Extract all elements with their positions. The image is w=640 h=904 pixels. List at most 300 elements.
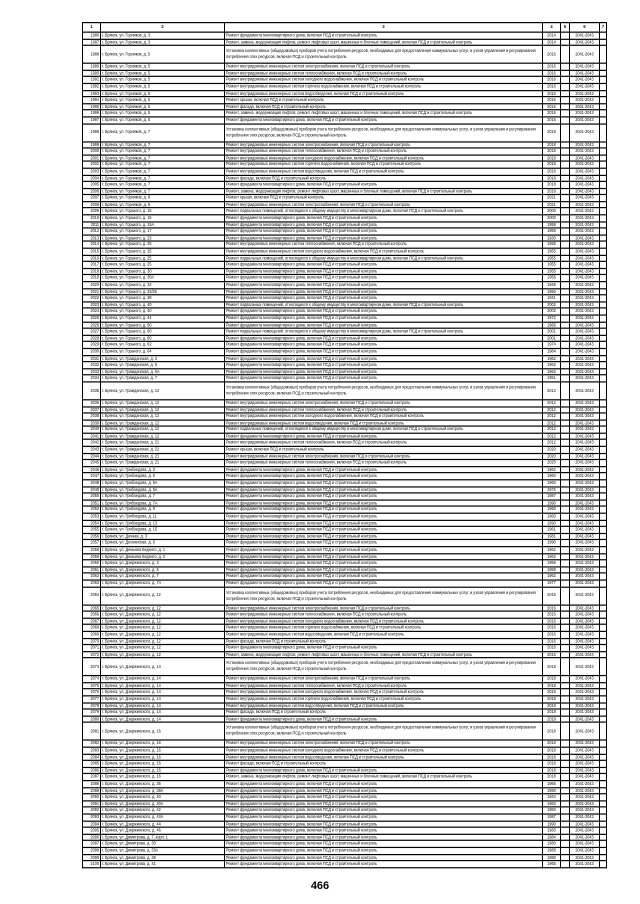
- year-cell: 2012: [543, 413, 561, 420]
- table-row: [83, 605, 607, 612]
- empty-cell: [561, 117, 570, 124]
- planned-period-cell: 2041-2043: [570, 90, 600, 97]
- table-row: [83, 103, 607, 110]
- table-row: [83, 611, 607, 618]
- table-row: [83, 841, 607, 848]
- work-type-cell: Ремонт фундамента многоквартирного дома, включая ПСД и строительный контроль: [225, 547, 543, 554]
- empty-cell: [561, 355, 570, 362]
- empty-cell: [600, 631, 607, 638]
- empty-cell: [561, 175, 570, 182]
- empty-cell: [600, 426, 607, 433]
- work-type-cell: Ремонт фундамента многоквартирного дома, включая ПСД и строительный контроль: [225, 814, 543, 821]
- planned-period-cell: 2041-2043: [570, 553, 600, 560]
- year-cell: 2018: [543, 161, 561, 168]
- work-type-cell: Ремонт фундамента многоквартирного дома, включая ПСД и строительный контроль: [225, 473, 543, 480]
- work-type-cell: Ремонт внутридомовых инженерных систем электроснабжения, включая ПСД и строительный контроль: [225, 63, 543, 70]
- address-cell: г. Брянск, ул. Дзержинского, д. 7А: [101, 580, 225, 587]
- planned-period-cell: 2041-2043: [570, 195, 600, 202]
- planned-period-cell: 2041-2043: [570, 723, 600, 741]
- table-row: [83, 560, 607, 567]
- year-cell: 2018: [543, 761, 561, 768]
- planned-period-cell: 2041-2043: [570, 235, 600, 242]
- year-cell: 2018: [543, 747, 561, 754]
- work-type-cell: Ремонт фундамента многоквартирного дома, включая ПСД и строительный контроль: [225, 480, 543, 487]
- empty-cell: [600, 480, 607, 487]
- empty-cell: [561, 288, 570, 295]
- empty-cell: [600, 342, 607, 349]
- empty-cell: [561, 188, 570, 195]
- address-cell: г. Брянск, ул. Деснинская, д. 9: [101, 540, 225, 547]
- planned-period-cell: 2041-2043: [570, 308, 600, 315]
- row-number-cell: 2086: [83, 767, 101, 774]
- year-cell: 2018: [543, 148, 561, 155]
- empty-cell: [561, 683, 570, 690]
- empty-cell: [561, 774, 570, 781]
- empty-cell: [600, 362, 607, 369]
- address-cell: г. Брянск, ул. Горняков, д. 7: [101, 175, 225, 182]
- address-cell: г. Брянск, ул. Горького, д. 50: [101, 322, 225, 329]
- empty-cell: [600, 161, 607, 168]
- address-cell: г. Брянск, ул. Гражданская, д. 12: [101, 400, 225, 407]
- planned-period-cell: 2041-2043: [570, 295, 600, 302]
- planned-period-cell: 2041-2043: [570, 480, 600, 487]
- empty-cell: [600, 841, 607, 848]
- address-cell: г. Брянск, ул. Дзержинского, д. 40А: [101, 801, 225, 808]
- empty-cell: [561, 540, 570, 547]
- address-cell: г. Брянск, ул. Дзержинского, д. 16: [101, 761, 225, 768]
- planned-period-cell: 2041-2043: [570, 741, 600, 748]
- work-type-cell: Ремонт фундамента многоквартирного дома, включая ПСД и строительный контроль: [225, 275, 543, 282]
- row-number-cell: 1990: [83, 70, 101, 77]
- address-cell: г. Брянск, ул. Дзержинского, д. 14: [101, 676, 225, 683]
- work-type-cell: Ремонт фундамента многоквартирного дома, включая ПСД и строительный контроль: [225, 861, 543, 868]
- year-cell: 2001: [543, 335, 561, 342]
- planned-period-cell: 2041-2043: [570, 322, 600, 329]
- address-cell: г. Брянск, ул. Горняков, д. 5: [101, 97, 225, 104]
- row-number-cell: 2052: [83, 507, 101, 514]
- empty-cell: [600, 513, 607, 520]
- address-cell: г. Брянск, ул. Дзержинского, д. 12: [101, 631, 225, 638]
- year-cell: 2020: [543, 460, 561, 467]
- table-row: [83, 801, 607, 808]
- row-number-cell: 2013: [83, 235, 101, 242]
- empty-cell: [600, 567, 607, 574]
- empty-cell: [561, 847, 570, 854]
- year-cell: 2021: [543, 195, 561, 202]
- planned-period-cell: 2041-2043: [570, 507, 600, 514]
- address-cell: г. Брянск, ул. Горняков, д. 5: [101, 70, 225, 77]
- planned-period-cell: 2041-2043: [570, 255, 600, 262]
- empty-cell: [561, 242, 570, 249]
- row-number-cell: 2038: [83, 413, 101, 420]
- year-cell: 1980: [543, 854, 561, 861]
- row-number-cell: 2063: [83, 580, 101, 587]
- table-row: [83, 242, 607, 249]
- address-cell: г. Брянск, ул. Дзержинского, д. 16: [101, 741, 225, 748]
- row-number-cell: 2076: [83, 689, 101, 696]
- year-cell: 2016: [543, 97, 561, 104]
- empty-cell: [561, 638, 570, 645]
- row-number-cell: 2064: [83, 587, 101, 605]
- empty-cell: [561, 814, 570, 821]
- empty-cell: [561, 741, 570, 748]
- empty-cell: [600, 507, 607, 514]
- year-cell: 2018: [543, 658, 561, 676]
- address-cell: г. Брянск, ул. Гражданская, д. 12: [101, 433, 225, 440]
- address-cell: г. Брянск, ул. Димитрова, д. 30: [101, 841, 225, 848]
- empty-cell: [561, 426, 570, 433]
- year-cell: 1988: [543, 847, 561, 854]
- address-cell: г. Брянск, ул. Горняков, д. 7: [101, 161, 225, 168]
- row-number-cell: 2042: [83, 440, 101, 447]
- year-cell: 1960: [543, 480, 561, 487]
- address-cell: г. Брянск, ул. Демьяна Бедного, д. 1: [101, 547, 225, 554]
- row-number-cell: 2099: [83, 854, 101, 861]
- year-cell: 2016: [543, 110, 561, 117]
- work-type-cell: Ремонт фундамента многоквартирного дома, включая ПСД и строительный контроль: [225, 335, 543, 342]
- empty-cell: [600, 453, 607, 460]
- address-cell: г. Брянск, ул. Демьяна Бедного, д. 2: [101, 553, 225, 560]
- row-number-cell: 2012: [83, 228, 101, 235]
- year-cell: 1951: [543, 375, 561, 382]
- work-type-cell: Ремонт подвальных помещений, относящихся к общему имуществу в многоквартирном доме, включая ПСД и строительный контроль: [225, 426, 543, 433]
- table-row: [83, 676, 607, 683]
- table-row: [83, 288, 607, 295]
- empty-cell: [600, 767, 607, 774]
- year-cell: 1959: [543, 222, 561, 229]
- planned-period-cell: 2041-2043: [570, 754, 600, 761]
- row-number-cell: 2095: [83, 827, 101, 834]
- work-type-cell: Ремонт фундамента многоквартирного дома, включая ПСД и строительный контроль: [225, 117, 543, 124]
- row-number-cell: 2098: [83, 847, 101, 854]
- row-number-cell: 2018: [83, 268, 101, 275]
- row-number-cell: 2021: [83, 288, 101, 295]
- address-cell: г. Брянск, ул. Гражданская, д. 21: [101, 453, 225, 460]
- row-number-cell: 2006: [83, 188, 101, 195]
- table-row: [83, 645, 607, 652]
- address-cell: г. Брянск, ул. Гражданская, д. 21: [101, 440, 225, 447]
- address-cell: г. Брянск, ул. Грибоедова, д. 3: [101, 466, 225, 473]
- work-type-cell: Ремонт внутридомовых инженерных систем электроснабжения, включая ПСД и строительный контроль: [225, 400, 543, 407]
- empty-cell: [600, 308, 607, 315]
- work-type-cell: Установка коллективных (общедомовых) приборов учета потребления ресурсов, необходимых для предоставления коммунальных услуг, и узлов управления и регулирования потребления этих ресурсов, включая ПСД и строительный контроль: [225, 723, 543, 741]
- table-row: [83, 567, 607, 574]
- empty-cell: [561, 520, 570, 527]
- row-number-cell: 2061: [83, 567, 101, 574]
- planned-period-cell: 2041-2043: [570, 683, 600, 690]
- empty-cell: [561, 63, 570, 70]
- work-type-cell: Ремонт внутридомовых инженерных систем электроснабжения, включая ПСД и строительный контроль: [225, 676, 543, 683]
- year-cell: 2016: [543, 83, 561, 90]
- empty-cell: [600, 658, 607, 676]
- year-cell: 2018: [543, 689, 561, 696]
- address-cell: г. Брянск, ул. Димитрова, д. 41: [101, 861, 225, 868]
- empty-cell: [600, 235, 607, 242]
- table-row: [83, 97, 607, 104]
- empty-cell: [600, 148, 607, 155]
- address-cell: г. Брянск, ул. Горького, д. 15: [101, 215, 225, 222]
- work-type-cell: Ремонт внутридомовых инженерных систем электроснабжения, включая ПСД и строительный контроль: [225, 202, 543, 209]
- planned-period-cell: 2041-2043: [570, 689, 600, 696]
- address-cell: г. Брянск, ул. Дзержинского, д. 14: [101, 658, 225, 676]
- address-cell: г. Брянск, ул. Дзержинского, д. 16: [101, 723, 225, 741]
- empty-cell: [600, 195, 607, 202]
- planned-period-cell: 2041-2043: [570, 275, 600, 282]
- empty-cell: [561, 507, 570, 514]
- row-number-cell: 2081: [83, 723, 101, 741]
- year-cell: 2018: [543, 168, 561, 175]
- year-cell: 1965: [543, 861, 561, 868]
- empty-cell: [561, 709, 570, 716]
- address-cell: г. Брянск, ул. Горького, д. 23: [101, 235, 225, 242]
- year-cell: 2020: [543, 453, 561, 460]
- table-row: [83, 255, 607, 262]
- empty-cell: [561, 161, 570, 168]
- year-cell: 2016: [543, 605, 561, 612]
- work-type-cell: Ремонт внутридомовых инженерных систем теплоснабжения, включая ПСД и строительный контроль: [225, 242, 543, 249]
- empty-cell: [561, 573, 570, 580]
- row-number-cell: 2062: [83, 573, 101, 580]
- address-cell: г. Брянск, ул. Дачная, д. 3: [101, 533, 225, 540]
- address-cell: г. Брянск, ул. Горького, д. 32/26: [101, 288, 225, 295]
- table-row: [83, 547, 607, 554]
- address-cell: г. Брянск, ул. Гражданская, д. 3: [101, 355, 225, 362]
- planned-period-cell: 2041-2043: [570, 533, 600, 540]
- planned-period-cell: 2041-2043: [570, 208, 600, 215]
- work-type-cell: Ремонт внутридомовых инженерных систем холодного водоснабжения, включая ПСД и строительный контроль: [225, 689, 543, 696]
- row-number-cell: 2057: [83, 540, 101, 547]
- planned-period-cell: 2041-2043: [570, 580, 600, 587]
- empty-cell: [600, 847, 607, 854]
- empty-cell: [600, 527, 607, 534]
- year-cell: 1987: [543, 493, 561, 500]
- empty-cell: [600, 611, 607, 618]
- work-type-cell: Ремонт внутридомовых инженерных систем водоотведения, включая ПСД и строительный контроль: [225, 631, 543, 638]
- empty-cell: [561, 342, 570, 349]
- empty-cell: [561, 841, 570, 848]
- work-type-cell: Ремонт внутридомовых инженерных систем теплоснабжения, включая ПСД и строительный контроль: [225, 611, 543, 618]
- planned-period-cell: 2041-2043: [570, 645, 600, 652]
- row-number-cell: 2023: [83, 302, 101, 309]
- empty-cell: [600, 288, 607, 295]
- table-row: [83, 117, 607, 124]
- empty-cell: [600, 696, 607, 703]
- table-row: [83, 355, 607, 362]
- planned-period-cell: 2041-2043: [570, 861, 600, 868]
- empty-cell: [600, 295, 607, 302]
- address-cell: г. Брянск, ул. Дзержинского, д. 44: [101, 821, 225, 828]
- work-type-cell: Ремонт фасада, включая ПСД и строительный контроль: [225, 175, 543, 182]
- year-cell: 1962: [543, 362, 561, 369]
- empty-cell: [561, 420, 570, 427]
- address-cell: г. Брянск, ул. Дзержинского, д. 12: [101, 605, 225, 612]
- table-row: [83, 406, 607, 413]
- planned-period-cell: 2041-2043: [570, 368, 600, 375]
- empty-cell: [561, 500, 570, 507]
- empty-cell: [600, 32, 607, 39]
- address-cell: г. Брянск, ул. Горняков, д. 5: [101, 103, 225, 110]
- work-type-cell: Ремонт фундамента многоквартирного дома, включая ПСД и строительный контроль: [225, 520, 543, 527]
- empty-cell: [561, 560, 570, 567]
- year-cell: 2014: [543, 32, 561, 39]
- table-row: [83, 275, 607, 282]
- work-type-cell: Ремонт внутридомовых инженерных систем теплоснабжения, включая ПСД и строительный контроль: [225, 683, 543, 690]
- address-cell: г. Брянск, ул. Горького, д. 38: [101, 295, 225, 302]
- row-number-cell: 2055: [83, 527, 101, 534]
- table-row: [83, 781, 607, 788]
- year-cell: 1955: [543, 242, 561, 249]
- year-cell: 1962: [543, 553, 561, 560]
- work-type-cell: Ремонт, замена, модернизация лифтов, ремонт лифтовых шахт, машинных и блочных помещений, включая ПСД и строительный контроль: [225, 188, 543, 195]
- empty-cell: [561, 70, 570, 77]
- work-type-cell: Ремонт фундамента многоквартирного дома, включая ПСД и строительный контроль: [225, 500, 543, 507]
- year-cell: 2018: [543, 716, 561, 723]
- empty-cell: [600, 854, 607, 861]
- planned-period-cell: 2041-2043: [570, 262, 600, 269]
- work-type-cell: Ремонт внутридомовых инженерных систем электроснабжения, включая ПСД и строительный контроль: [225, 605, 543, 612]
- table-row: [83, 847, 607, 854]
- table-row: [83, 754, 607, 761]
- table-row: [83, 625, 607, 632]
- empty-cell: [561, 308, 570, 315]
- address-cell: г. Брянск, ул. Горького, д. 25: [101, 242, 225, 249]
- row-number-cell: 2027: [83, 328, 101, 335]
- table-row: [83, 268, 607, 275]
- empty-cell: [561, 645, 570, 652]
- table-row: [83, 420, 607, 427]
- row-number-cell: 2046: [83, 466, 101, 473]
- planned-period-cell: 2041-2043: [570, 676, 600, 683]
- planned-period-cell: 2041-2043: [570, 406, 600, 413]
- work-type-cell: Ремонт крыши, включая ПСД и строительный контроль: [225, 446, 543, 453]
- table-row: [83, 215, 607, 222]
- address-cell: г. Брянск, ул. Горького, д. 17: [101, 228, 225, 235]
- row-number-cell: 2065: [83, 605, 101, 612]
- empty-cell: [600, 440, 607, 447]
- address-cell: г. Брянск, ул. Горняков, д. 5: [101, 83, 225, 90]
- address-cell: г. Брянск, ул. Дзержинского, д. 38А: [101, 787, 225, 794]
- empty-cell: [561, 651, 570, 658]
- row-number-cell: 2026: [83, 322, 101, 329]
- address-cell: г. Брянск, ул. Димитрова, д. 33А: [101, 847, 225, 854]
- year-cell: 1944: [543, 794, 561, 801]
- address-cell: г. Брянск, ул. Горького, д. 62: [101, 342, 225, 349]
- row-number-cell: 1998: [83, 124, 101, 142]
- address-cell: г. Брянск, ул. Горняков, д. 5: [101, 90, 225, 97]
- address-cell: г. Брянск, ул. Дзержинского, д. 12: [101, 618, 225, 625]
- work-type-cell: Ремонт фундамента многоквартирного дома, включая ПСД и строительный контроль: [225, 308, 543, 315]
- empty-cell: [561, 807, 570, 814]
- year-cell: 2012: [543, 433, 561, 440]
- address-cell: г. Брянск, ул. Грибоедова, д. 7А: [101, 500, 225, 507]
- table-row: [83, 46, 607, 64]
- year-cell: 1966: [543, 322, 561, 329]
- empty-cell: [561, 181, 570, 188]
- row-number-cell: 2011: [83, 222, 101, 229]
- empty-cell: [561, 533, 570, 540]
- work-type-cell: Ремонт фундамента многоквартирного дома, включая ПСД и строительный контроль: [225, 787, 543, 794]
- empty-cell: [561, 433, 570, 440]
- row-number-cell: 1989: [83, 63, 101, 70]
- year-cell: 2016: [543, 117, 561, 124]
- planned-period-cell: 2041-2043: [570, 39, 600, 46]
- year-cell: 2021: [543, 202, 561, 209]
- row-number-cell: 2022: [83, 295, 101, 302]
- year-cell: 2016: [543, 625, 561, 632]
- year-cell: 2018: [543, 155, 561, 162]
- year-cell: 1981: [543, 533, 561, 540]
- year-cell: 2016: [543, 587, 561, 605]
- year-cell: 1990: [543, 540, 561, 547]
- table-row: [83, 689, 607, 696]
- empty-cell: [561, 155, 570, 162]
- row-number-cell: 2069: [83, 631, 101, 638]
- table-row: [83, 741, 607, 748]
- work-type-cell: Ремонт фундамента многоквартирного дома, включая ПСД и строительный контроль: [225, 553, 543, 560]
- row-number-cell: 2058: [83, 547, 101, 554]
- empty-cell: [600, 473, 607, 480]
- empty-cell: [561, 580, 570, 587]
- empty-cell: [600, 168, 607, 175]
- year-cell: 1962: [543, 466, 561, 473]
- empty-cell: [600, 774, 607, 781]
- planned-period-cell: 2041-2043: [570, 32, 600, 39]
- empty-cell: [600, 315, 607, 322]
- year-cell: 1959: [543, 560, 561, 567]
- planned-period-cell: 2041-2043: [570, 513, 600, 520]
- table-row: [83, 716, 607, 723]
- work-type-cell: Ремонт фундамента многоквартирного дома, включая ПСД и строительный контроль: [225, 355, 543, 362]
- empty-cell: [561, 466, 570, 473]
- year-cell: 1990: [543, 821, 561, 828]
- address-cell: г. Брянск, ул. Горняков, д. 7: [101, 188, 225, 195]
- row-number-cell: 2000: [83, 148, 101, 155]
- row-number-cell: 2001: [83, 155, 101, 162]
- row-number-cell: 2035: [83, 382, 101, 400]
- row-number-cell: 2033: [83, 368, 101, 375]
- year-cell: 2016: [543, 618, 561, 625]
- work-type-cell: Ремонт, замена, модернизация лифтов, ремонт лифтовых шахт, машинных и блочных помещений, включая ПСД и строительный контроль: [225, 110, 543, 117]
- empty-cell: [600, 228, 607, 235]
- address-cell: г. Брянск, ул. Димитрова, д. 39: [101, 854, 225, 861]
- empty-cell: [561, 834, 570, 841]
- table-row: [83, 342, 607, 349]
- address-cell: г. Брянск, ул. Горького, д. 40: [101, 302, 225, 309]
- year-cell: 1990: [543, 787, 561, 794]
- row-number-cell: 2070: [83, 638, 101, 645]
- empty-cell: [561, 46, 570, 64]
- empty-cell: [600, 155, 607, 162]
- table-row: [83, 433, 607, 440]
- empty-cell: [600, 355, 607, 362]
- planned-period-cell: 2041-2043: [570, 440, 600, 447]
- work-type-cell: Ремонт фундамента многоквартирного дома, включая ПСД и строительный контроль: [225, 262, 543, 269]
- row-number-cell: 1995: [83, 103, 101, 110]
- empty-cell: [561, 335, 570, 342]
- year-cell: 1984: [543, 834, 561, 841]
- row-number-cell: 2040: [83, 426, 101, 433]
- empty-cell: [561, 77, 570, 84]
- row-number-cell: 2019: [83, 275, 101, 282]
- row-number-cell: 2020: [83, 282, 101, 289]
- row-number-cell: 2053: [83, 513, 101, 520]
- year-cell: 1987: [543, 814, 561, 821]
- year-cell: 1960: [543, 473, 561, 480]
- table-row: [83, 723, 607, 741]
- empty-cell: [561, 375, 570, 382]
- empty-cell: [561, 222, 570, 229]
- address-cell: г. Брянск, ул. Гражданская, д. 12: [101, 406, 225, 413]
